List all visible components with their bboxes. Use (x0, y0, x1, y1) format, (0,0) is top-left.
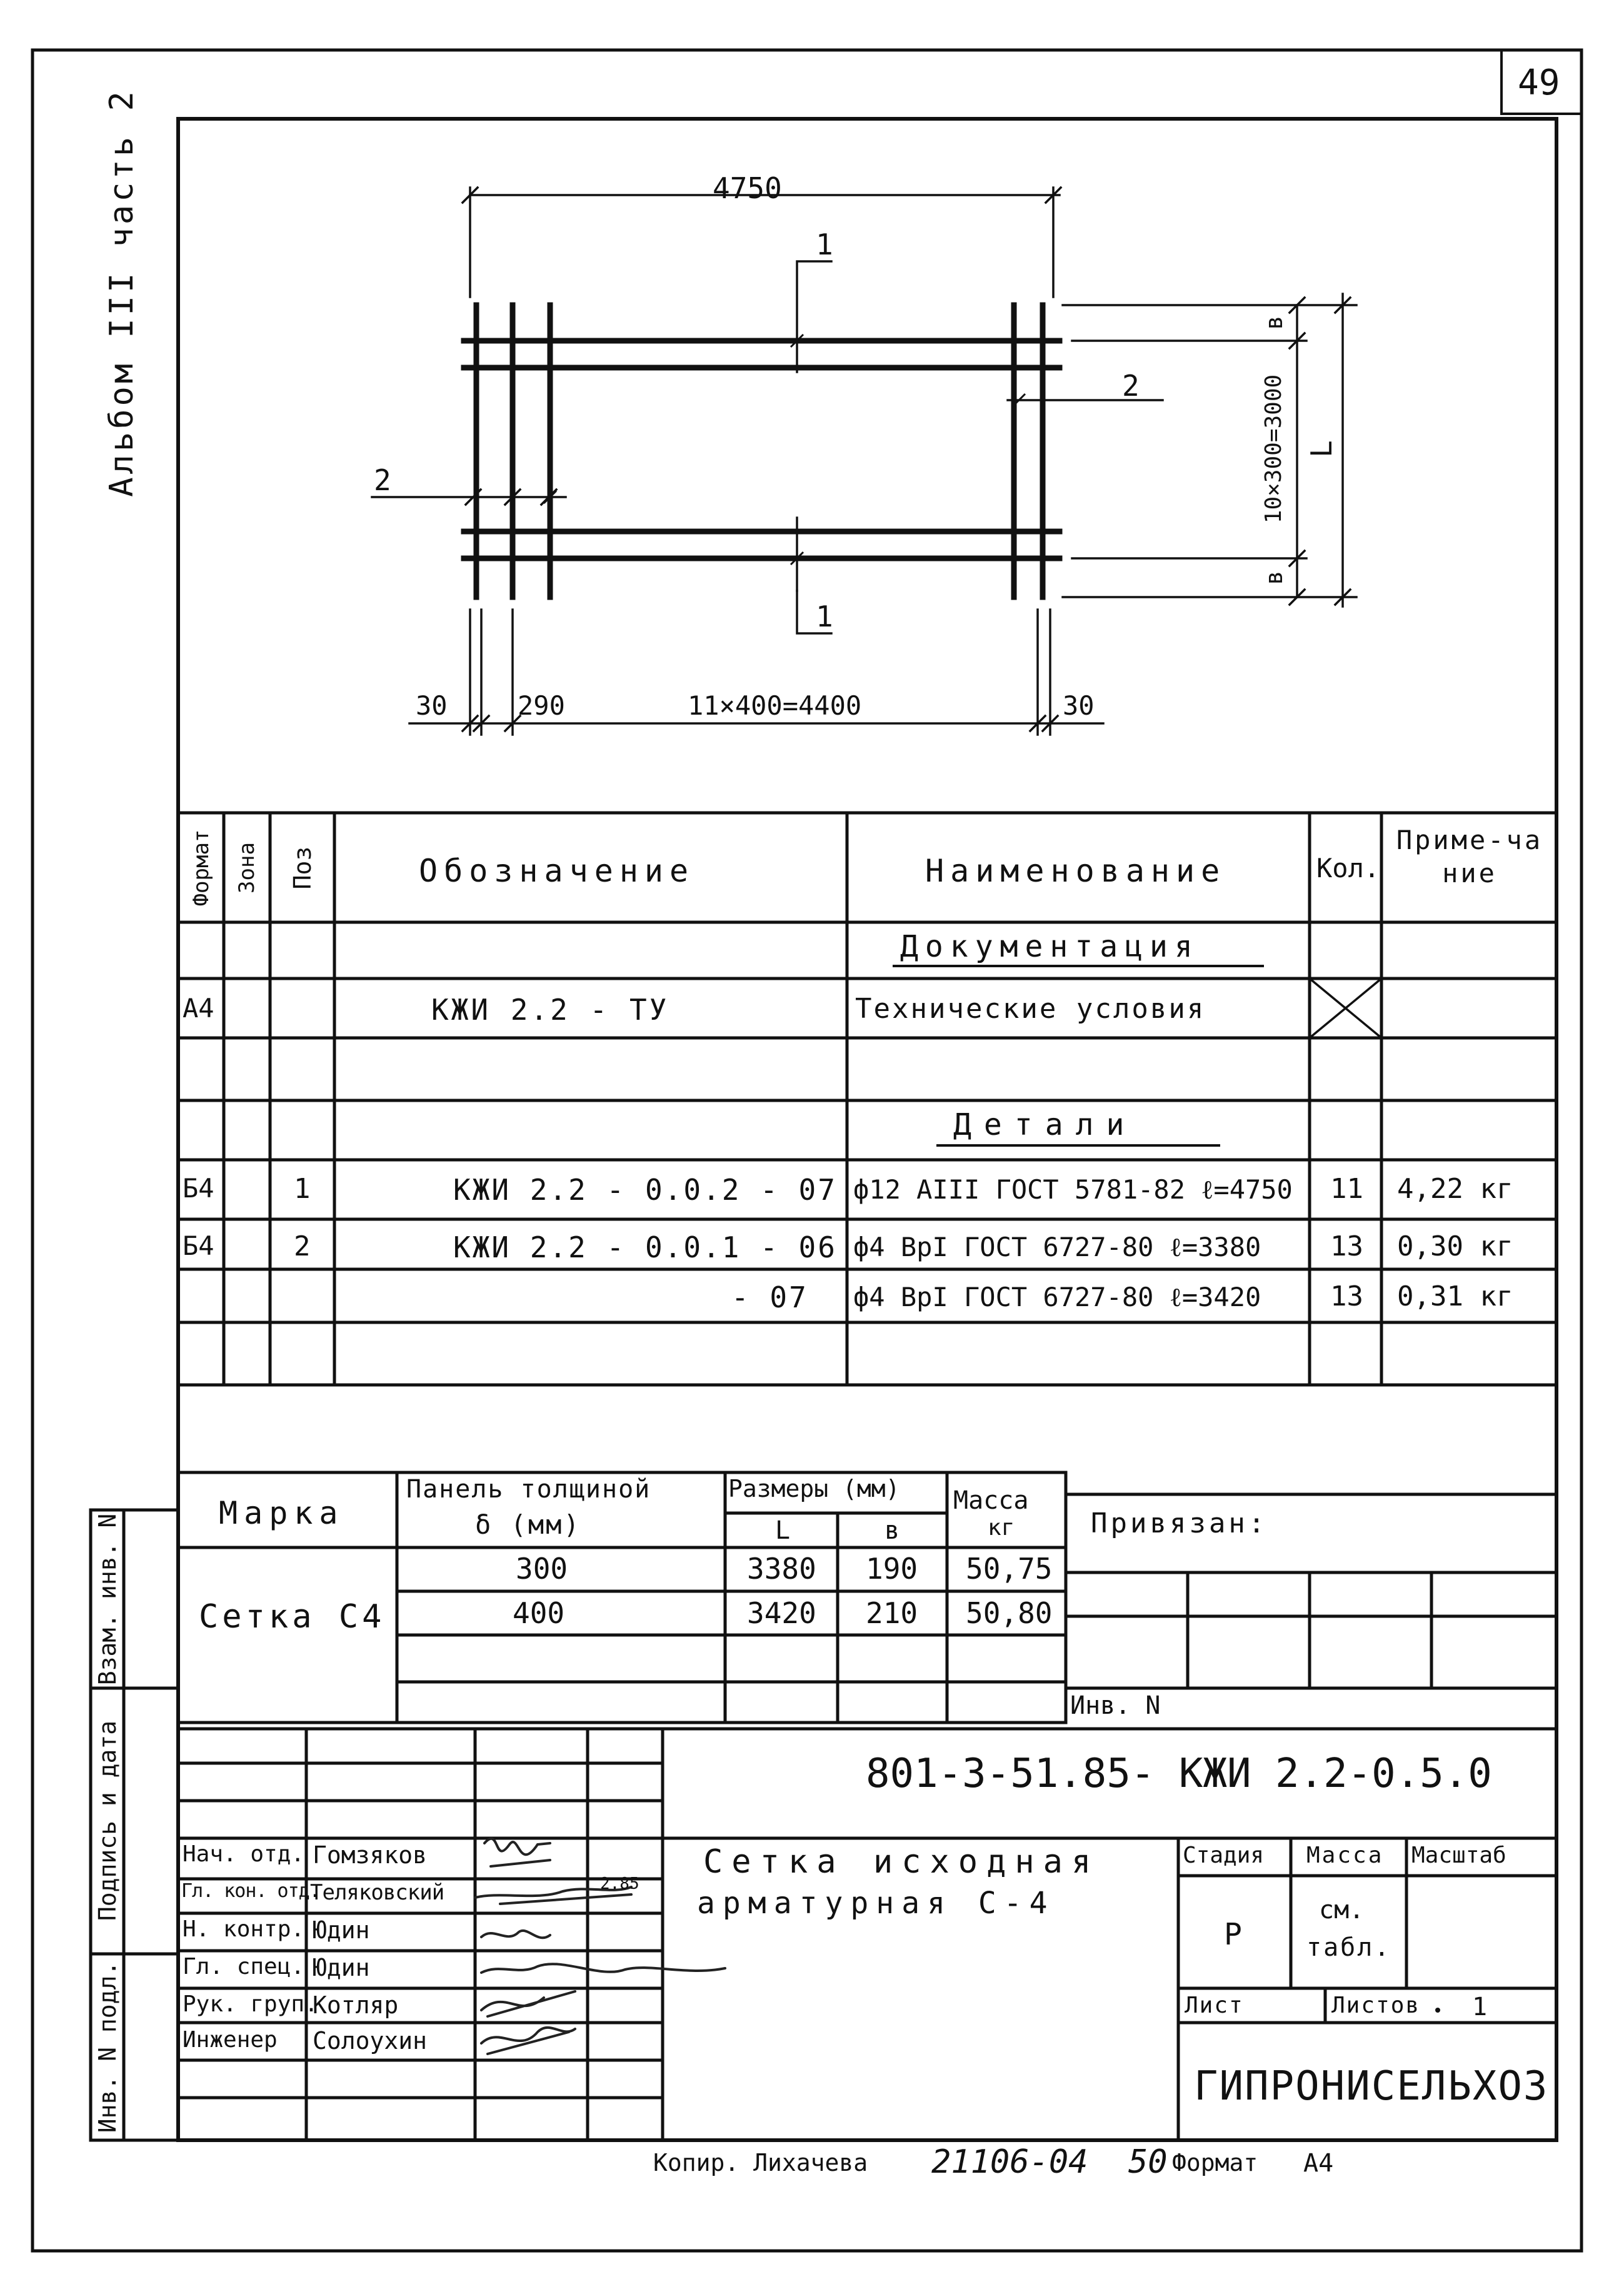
dim-overall-length: 4750 (713, 171, 782, 205)
spec-row-4-designation: - 07 (731, 1280, 808, 1314)
spec-row-2-designation: КЖИ 2.2 - 0.0.2 - 07 (453, 1173, 837, 1207)
page-number: 49 (1518, 63, 1560, 103)
header-pos: Поз (289, 846, 316, 890)
sheets-label: Листов (1331, 1993, 1421, 2018)
section-docs: Документация (900, 929, 1200, 964)
dim-30-left: 30 (416, 690, 448, 721)
role-6: Инженер (183, 2027, 278, 2053)
scale-label: Масштаб (1411, 1843, 1506, 1868)
marks-row-2-b: 210 (866, 1596, 918, 1630)
role-4: Гл. спец. (183, 1954, 305, 1980)
album-label: Альбом III часть 2 (103, 88, 141, 497)
person-1: Гомзяков (313, 1841, 428, 1869)
stage-label: Стадия (1183, 1843, 1265, 1868)
dim-b-top: в (1260, 315, 1288, 330)
spec-row-3-designation: КЖИ 2.2 - 0.0.1 - 06 (453, 1230, 837, 1264)
spec-row-2-qty: 11 (1330, 1173, 1363, 1205)
person-6: Солоухин (313, 2027, 428, 2055)
spec-row-4-qty: 13 (1330, 1280, 1363, 1312)
marks-header-panel-unit: δ (мм) (475, 1509, 581, 1540)
header-name: Наименование (925, 853, 1226, 889)
mass-value-2: табл. (1306, 1933, 1391, 1962)
header-note (1383, 824, 1556, 890)
stamp-vzam-inv: Взам. инв. N (94, 1513, 121, 1686)
organization: ГИПРОНИСЕЛЬХОЗ (1194, 2063, 1549, 2110)
marks-row-1-thickness: 300 (516, 1552, 568, 1586)
spec-row-2-note: 4,22 кг (1397, 1173, 1513, 1205)
header-qty: Кол. (1316, 853, 1380, 883)
spec-row-4-name: ф4 ВрI ГОСТ 6727-80 ℓ=3420 (853, 1282, 1261, 1312)
marks-row-2-L: 3420 (747, 1596, 816, 1630)
person-5: Котляр (313, 1991, 399, 2019)
person-4: Юдин (313, 1954, 370, 1981)
marks-header-mass: Масса (953, 1486, 1029, 1515)
section-2-left-label: 2 (374, 463, 391, 497)
header-note-text: Приме-чание (1396, 825, 1543, 888)
person-3: Юдин (313, 1916, 370, 1944)
inv-label: Инв. N (1070, 1691, 1161, 1720)
stamp-signature-date: Подпись и дата (94, 1720, 121, 1921)
dim-290: 290 (518, 690, 565, 721)
doc-code: 801-3-51.85- КЖИ 2.2-0.5.0 (866, 1751, 1492, 1797)
section-details: Детали (953, 1107, 1137, 1142)
person-2: Теляковский (310, 1880, 444, 1905)
dim-b-bottom: в (1260, 570, 1288, 585)
spec-row-4-note: 0,31 кг (1397, 1280, 1513, 1312)
dim-spacing-horizontal: 11×400=4400 (688, 690, 862, 721)
spec-row-3-pos: 2 (294, 1230, 311, 1262)
role-1: Нач. отд. (183, 1841, 305, 1867)
spec-row-3-name: ф4 ВрI ГОСТ 6727-80 ℓ=3380 (853, 1232, 1261, 1262)
format-label: Формат (1172, 2149, 1258, 2176)
marks-header-mass-unit: кг (988, 1515, 1015, 1541)
marks-header-panel: Панель толщиной (406, 1475, 651, 1504)
spec-row-2-name: ф12 АIII ГОСТ 5781-82 ℓ=4750 (853, 1174, 1293, 1205)
header-designation: Обозначение (419, 853, 695, 889)
marks-row-2-mass: 50,80 (966, 1596, 1053, 1630)
role-3: Н. контр. (183, 1916, 305, 1942)
copied-by: Копир. Лихачева (653, 2149, 868, 2176)
archive-number: 21106-04 (931, 2143, 1088, 2181)
stage-value: Р (1224, 1917, 1242, 1952)
spec-row-3-note: 0,30 кг (1397, 1230, 1513, 1262)
header-zone: Зона (234, 842, 259, 893)
spec-row-3-format: Б4 (183, 1230, 214, 1261)
title-line-1: Сетка исходная (703, 1843, 1100, 1881)
sheet-label: Лист (1185, 1993, 1244, 2018)
role-2: Гл. кон. отд. (181, 1880, 320, 1902)
stamp-inv-podl: Инв. N подл. (94, 1961, 121, 2133)
marks-row-1-mass: 50,75 (966, 1552, 1053, 1586)
format-value: А4 (1303, 2149, 1334, 2178)
spec-row-1-format: А4 (183, 993, 214, 1024)
sheets-value: 1 (1472, 1993, 1488, 2021)
spec-row-3-qty: 13 (1330, 1230, 1363, 1262)
section-2-right-label: 2 (1122, 369, 1140, 403)
marks-header-sizes: Размеры (мм) (728, 1475, 900, 1502)
spec-row-2-pos: 1 (294, 1173, 311, 1205)
marks-header-mark: Марка (219, 1495, 344, 1531)
title-line-2: арматурная С-4 (697, 1886, 1055, 1921)
mass-value-1: см. (1319, 1896, 1365, 1924)
spec-row-1-name: Технические условия (855, 993, 1206, 1025)
marks-header-L: L (775, 1516, 791, 1545)
dim-spacing-vertical: 10×300=3000 (1261, 374, 1286, 524)
marks-row-2-thickness: 400 (513, 1596, 565, 1630)
dim-30-right: 30 (1063, 690, 1095, 721)
sheet-number: 50 (1128, 2143, 1168, 2181)
dim-L: L (1305, 440, 1338, 458)
section-1-top-label: 1 (816, 228, 833, 261)
mark-name: Сетка С4 (199, 1598, 386, 1636)
mass-label: Масса (1306, 1843, 1384, 1868)
marks-header-b: в (885, 1516, 900, 1545)
header-format: Формат (189, 829, 214, 907)
marks-row-1-L: 3380 (747, 1552, 816, 1586)
spec-row-1-designation: КЖИ 2.2 - ТУ (431, 993, 669, 1027)
signature-date: 2.85 (600, 1874, 639, 1893)
binding-label: Привязан: (1091, 1507, 1268, 1539)
marks-row-1-b: 190 (866, 1552, 918, 1586)
section-1-bottom-label: 1 (816, 600, 833, 633)
spec-row-2-format: Б4 (183, 1173, 214, 1204)
role-5: Рук. груп. (183, 1991, 318, 2017)
